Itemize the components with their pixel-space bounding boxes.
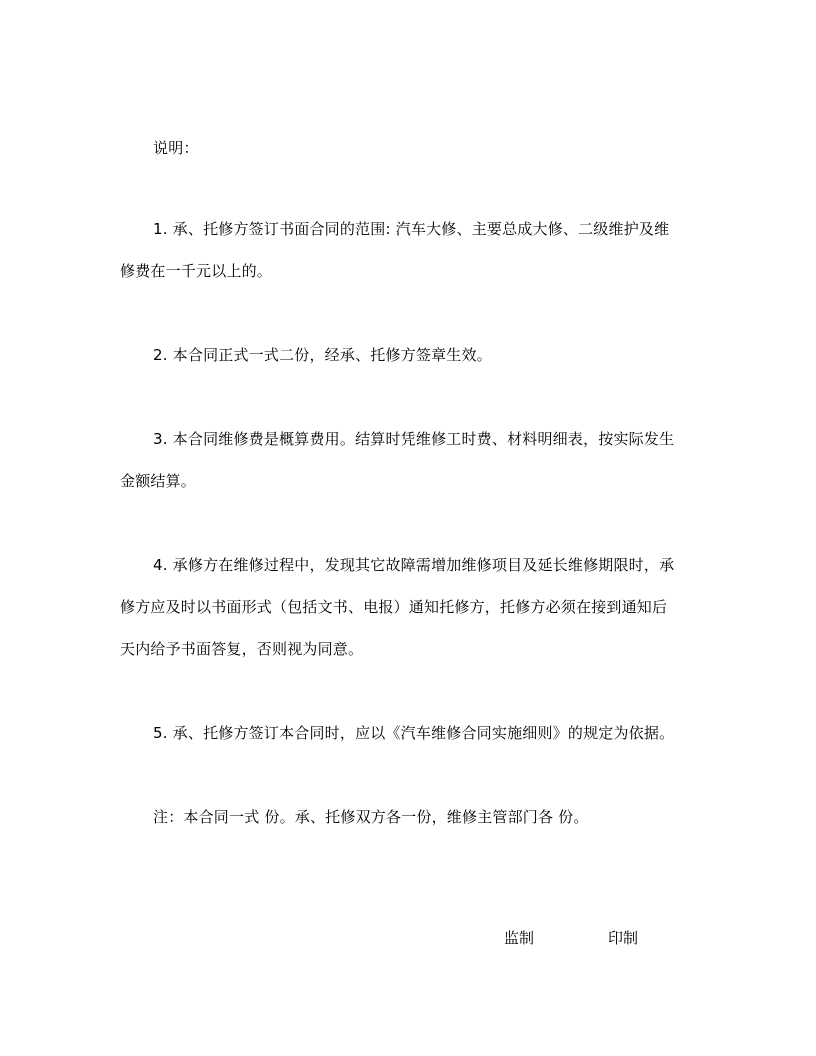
note: 注：本合同一式 份。承、托修双方各一份，维修主管部门各 份。 <box>153 808 589 826</box>
item-1-line-2: 修费在一千元以上的。 <box>120 262 273 280</box>
item-5-line-1: 5. 承、托修方签订本合同时，应以《汽车维修合同实施细则》的规定为依据。 <box>153 724 675 742</box>
heading: 说明： <box>153 139 199 157</box>
item-3-line-1: 3. 本合同维修费是概算费用。结算时凭维修工时费、材料明细表，按实际发生 <box>153 430 675 448</box>
item-3-line-2: 金额结算。 <box>120 472 197 490</box>
item-1-line-1: 1. 承、托修方签订书面合同的范围: 汽车大修、主要总成大修、二级维护及维 <box>153 220 670 238</box>
item-4-line-1: 4. 承修方在维修过程中，发现其它故障需增加维修项目及延长维修期限时，承 <box>153 556 675 574</box>
footer-supervise: 监制 <box>504 929 535 947</box>
item-4-line-3: 天内给予书面答复，否则视为同意。 <box>120 640 364 658</box>
item-4-line-2: 修方应及时以书面形式（包括文书、电报）通知托修方，托修方必须在接到通知后 <box>120 598 668 616</box>
item-2-line-1: 2. 本合同正式一式二份，经承、托修方签章生效。 <box>153 346 492 364</box>
footer-print: 印制 <box>608 929 639 947</box>
